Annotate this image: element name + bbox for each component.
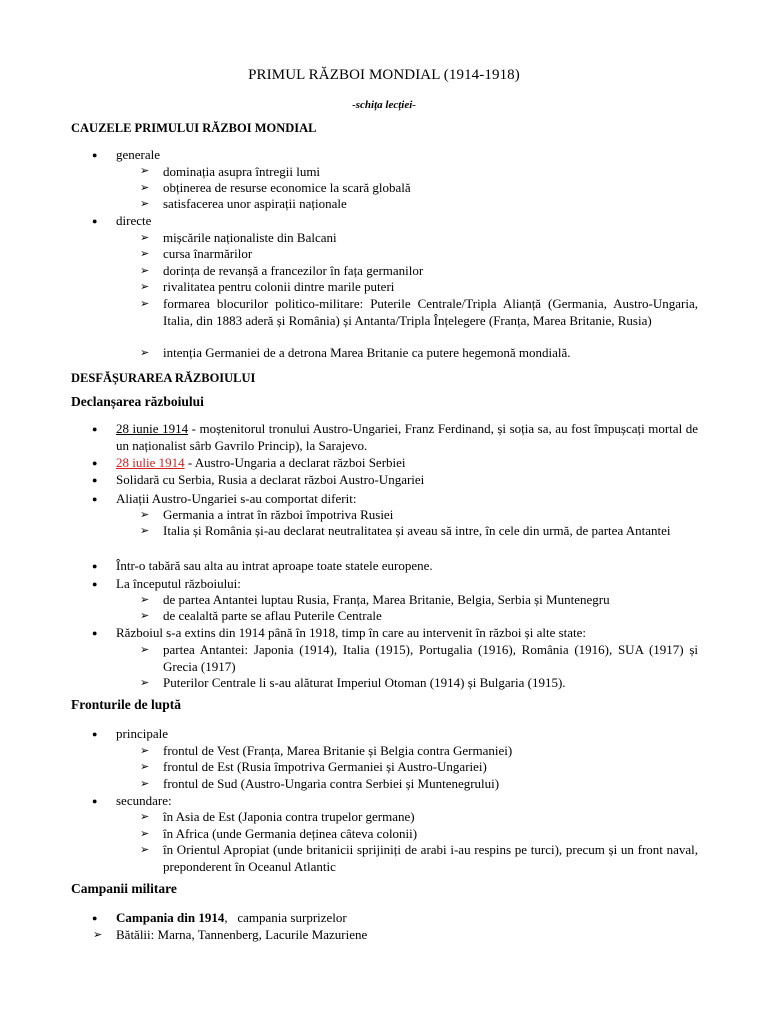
arrow-bullet-icon: ➢ <box>140 761 150 773</box>
bullet-icon: ● <box>92 579 98 589</box>
bullet-icon: ● <box>92 796 98 806</box>
arrow-bullet-icon: ➢ <box>140 232 150 244</box>
arrow-bullet-icon: ➢ <box>140 778 150 790</box>
bullet-icon: ● <box>92 216 98 226</box>
arrow-bullet-icon: ➢ <box>140 182 150 194</box>
list-item: dorința de revanșă a francezilor în fața germanilor <box>163 263 424 278</box>
arrow-bullet-icon: ➢ <box>140 265 150 277</box>
list-item: de cealaltă parte se aflau Puterile Centrale <box>163 608 382 623</box>
arrow-bullet-icon: ➢ <box>140 594 150 606</box>
bullet-icon: ● <box>92 424 98 434</box>
list-item: frontul de Vest (Franța, Marea Britanie și Belgia contra Germaniei) <box>163 743 513 758</box>
bullet-icon: ● <box>92 561 98 571</box>
arrow-bullet-icon: ➢ <box>140 198 150 210</box>
arrow-bullet-icon: ➢ <box>140 281 150 293</box>
bullet-icon: ● <box>92 458 98 468</box>
list-item: Germania a intrat în război împotriva Rusiei <box>163 507 394 522</box>
list-item: mișcările naționaliste din Balcani <box>163 230 337 245</box>
subheading-fronts: Fronturile de luptă <box>71 697 182 712</box>
list-item: Solidară cu Serbia, Rusia a declarat război Austro-Ungariei <box>116 472 425 487</box>
arrow-bullet-icon: ➢ <box>140 677 150 689</box>
arrow-bullet-icon: ➢ <box>140 811 150 823</box>
list-item: Puterilor Centrale li s-au alăturat Imperiul Otoman (1914) și Bulgaria (1915). <box>163 675 566 690</box>
date-link[interactable]: 28 iulie 1914 <box>116 455 185 470</box>
bullet-icon: ● <box>92 628 98 638</box>
section-heading-causes: CAUZELE PRIMULUI RĂZBOI MONDIAL <box>71 121 317 135</box>
list-item: în Africa (unde Germania deținea câteva colonii) <box>163 826 418 841</box>
list-item: satisfacerea unor aspirații naționale <box>163 196 347 211</box>
arrow-bullet-icon: ➢ <box>140 844 150 856</box>
section-heading-course: DESFĂȘURAREA RĂZBOIULUI <box>71 371 256 385</box>
bullet-icon: ● <box>92 729 98 739</box>
list-item <box>116 909 347 926</box>
list-item: în Asia de Est (Japonia contra trupelor germane) <box>163 809 415 824</box>
bullet-icon: ● <box>92 913 98 923</box>
list-item: generale <box>116 147 161 162</box>
list-item: frontul de Est (Rusia împotriva Germaniei și Austro-Ungariei) <box>163 759 487 774</box>
arrow-bullet-icon: ➢ <box>140 828 150 840</box>
list-item: cursa înarmărilor <box>163 246 253 261</box>
list-item: de partea Antantei luptau Rusia, Franța, Marea Britanie, Belgia, Serbia și Muntenegru <box>163 592 610 607</box>
bullet-icon: ● <box>92 475 98 485</box>
list-item: obținerea de resurse economice la scară globală <box>163 180 411 195</box>
arrow-bullet-icon: ➢ <box>140 525 150 537</box>
arrow-bullet-icon: ➢ <box>93 929 103 941</box>
list-item: rivalitatea pentru colonii dintre marile puteri <box>163 279 395 294</box>
arrow-bullet-icon: ➢ <box>140 298 150 310</box>
list-item: Războiul s-a extins din 1914 până în 1918, timp în care au intervenit în război și alte state: <box>116 625 587 640</box>
list-item: Aliații Austro-Ungariei s-au comportat diferit: <box>116 491 357 506</box>
list-item: dominația asupra întregii lumi <box>163 164 321 179</box>
arrow-bullet-icon: ➢ <box>140 610 150 622</box>
subheading-outbreak: Declanșarea războiului <box>71 394 204 409</box>
list-item: Bătălii: Marna, Tannenberg, Lacurile Mazuriene <box>116 927 368 942</box>
list-item-text: - Austro-Ungaria a declarat război Serbiei <box>184 455 406 470</box>
list-item: intenția Germaniei de a detrona Marea Britanie ca putere hegemonă mondială. <box>163 345 571 360</box>
campaign-subtitle: , campania surprizelor <box>224 910 347 925</box>
list-item: formarea blocurilor politico-militare: Puterile Centrale/Tripla Alianță (Germania, Austro-Ungaria, Italia, din 1883 aderă și România) și Antanta/Tripla Înțelegere (Franța, Marea Britanie, Rusia) <box>163 296 698 328</box>
arrow-bullet-icon: ➢ <box>140 644 150 656</box>
list-item: în Orientul Apropiat (unde britanicii sprijiniți de arabi i-au respins pe turci), precum și un front naval, preponderent în Oceanul Atlantic <box>163 842 698 874</box>
list-item: secundare: <box>116 793 172 808</box>
arrow-bullet-icon: ➢ <box>140 248 150 260</box>
arrow-bullet-icon: ➢ <box>140 745 150 757</box>
document-subtitle: -schița lecției- <box>352 99 416 111</box>
list-item: Italia și România și-au declarat neutralitatea și aveau să intre, în cele din urmă, de partea Antantei <box>163 523 671 538</box>
arrow-bullet-icon: ➢ <box>140 347 150 359</box>
bullet-icon: ● <box>92 150 98 160</box>
arrow-bullet-icon: ➢ <box>140 509 150 521</box>
list-item: frontul de Sud (Austro-Ungaria contra Serbiei și Muntenegrului) <box>163 776 500 791</box>
list-item: principale <box>116 726 168 741</box>
list-item <box>116 454 406 471</box>
list-item: La începutul războiului: <box>116 576 241 591</box>
list-item: Într-o tabără sau alta au intrat aproape toate statele europene. <box>116 558 433 573</box>
bullet-icon: ● <box>92 494 98 504</box>
subheading-campaigns: Campanii militare <box>71 881 177 896</box>
list-item <box>116 420 698 454</box>
date-link[interactable]: 28 iunie 1914 <box>116 421 189 436</box>
list-item: partea Antantei: Japonia (1914), Italia (1915), Portugalia (1916), România (1916), SUA (1917) și Grecia (1917) <box>163 642 698 674</box>
campaign-title: Campania din 1914 <box>116 910 225 925</box>
arrow-bullet-icon: ➢ <box>140 165 150 177</box>
document-title: PRIMUL RĂZBOI MONDIAL (1914-1918) <box>248 67 520 83</box>
list-item: directe <box>116 213 152 228</box>
list-item-text: - moștenitorul tronului Austro-Ungariei, Franz Ferdinand, și soția sa, au fost împușcați mortal de un naționalist sârb Gavrilo Princip), la Sarajevo. <box>116 421 698 453</box>
